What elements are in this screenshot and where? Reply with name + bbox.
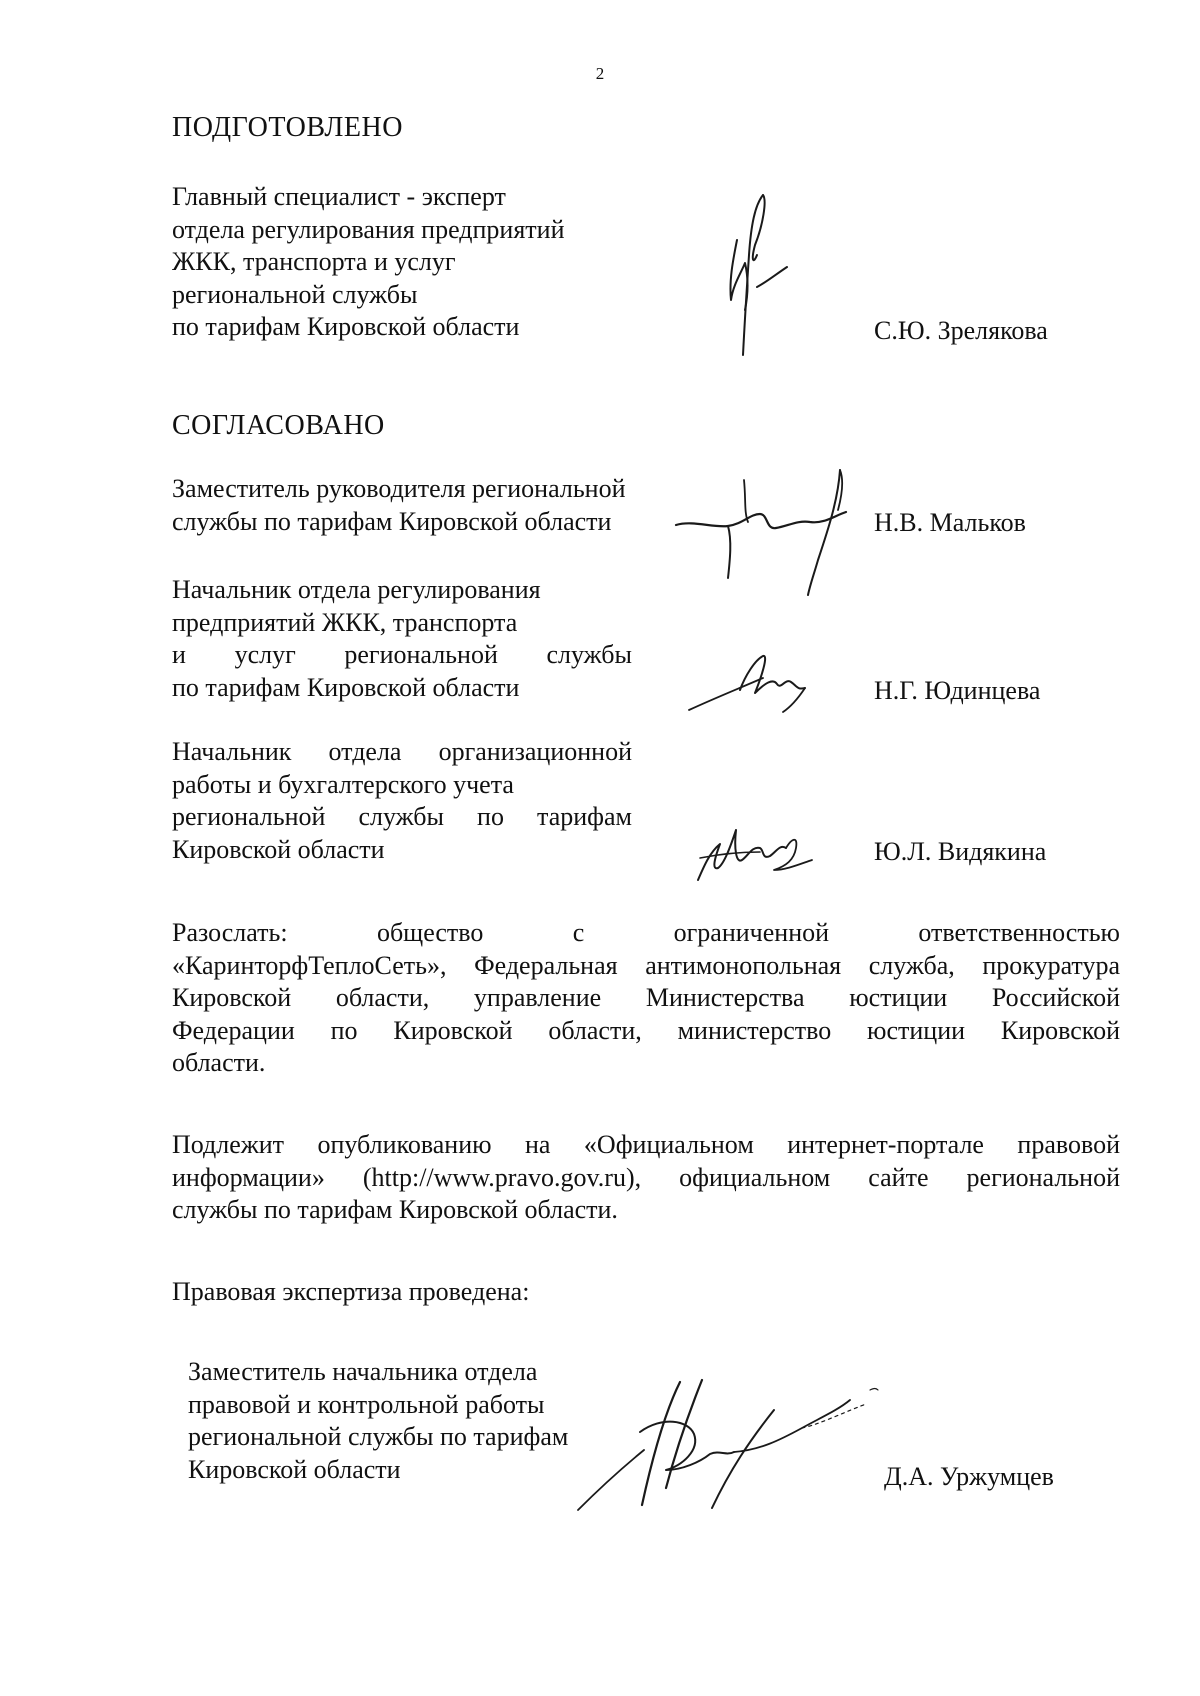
prepared-position-line: Главный специалист - эксперт bbox=[172, 182, 506, 211]
distribution-line: области. bbox=[172, 1048, 266, 1077]
signature-yudintseva bbox=[685, 648, 825, 718]
prepared-heading: ПОДГОТОВЛЕНО bbox=[172, 112, 403, 143]
publication-line: Подлежит опубликованию на «Официальном интернет-портале правовой bbox=[172, 1130, 1120, 1159]
prepared-name: С.Ю. Зрелякова bbox=[874, 316, 1048, 345]
agreed-signer-position-line: предприятий ЖКК, транспорта bbox=[172, 607, 518, 637]
agreed-signer-position-line: Кировской области bbox=[172, 834, 385, 864]
agreed-signer-name: Н.В. Мальков bbox=[874, 508, 1026, 537]
agreed-signer-position-line: Заместитель руководителя региональной bbox=[172, 474, 626, 503]
distribution-line: Кировской области, управление Министерства юстиции Российской bbox=[172, 983, 1120, 1012]
legal-review-name: Д.А. Уржумцев bbox=[884, 1462, 1054, 1491]
distribution-list bbox=[172, 917, 1120, 1080]
legal-review-position-line: Кировской области bbox=[188, 1454, 401, 1484]
distribution-line: Разослать: общество с ограниченной ответственностью bbox=[172, 918, 1120, 947]
agreed-signer-position-line: региональной службы по тарифам bbox=[172, 802, 632, 831]
legal-review-position bbox=[188, 1356, 608, 1486]
prepared-position-line: отдела регулирования предприятий bbox=[172, 214, 565, 244]
prepared-position-line: региональной службы bbox=[172, 279, 418, 309]
agreed-signer-name: Н.Г. Юдинцева bbox=[874, 676, 1041, 705]
legal-review-position-line: правовой и контрольной работы bbox=[188, 1389, 545, 1419]
publication-note bbox=[172, 1129, 1120, 1227]
agreed-signer-position-line: Начальник отдела регулирования bbox=[172, 575, 541, 604]
legal-review-position-line: Заместитель начальника отдела bbox=[188, 1357, 538, 1386]
agreed-signer-position-line: работы и бухгалтерского учета bbox=[172, 769, 514, 799]
legal-review-position-line: региональной службы по тарифам bbox=[188, 1422, 569, 1451]
signature-urzhumtsev bbox=[570, 1370, 900, 1520]
prepared-position bbox=[172, 181, 602, 344]
agreed-signer-position bbox=[172, 574, 632, 704]
agreed-signer-position-line: по тарифам Кировской области bbox=[172, 672, 520, 702]
agreed-signer-position bbox=[172, 473, 672, 538]
signature-malkov bbox=[668, 450, 898, 600]
distribution-line: «КаринторфТеплоСеть», Федеральная антимонопольная служба, прокуратура bbox=[172, 950, 1120, 980]
agreed-signer-position-line: службы по тарифам Кировской области bbox=[172, 506, 612, 536]
distribution-line: Федерации по Кировской области, министерство юстиции Кировской bbox=[172, 1015, 1120, 1045]
agreed-heading: СОГЛАСОВАНО bbox=[172, 410, 385, 441]
prepared-position-line: по тарифам Кировской области bbox=[172, 312, 520, 341]
agreed-signer-name: Ю.Л. Видякина bbox=[874, 837, 1047, 866]
signature-vidyakina bbox=[690, 808, 820, 888]
signature-zrelyakova bbox=[715, 185, 805, 385]
publication-line: службы по тарифам Кировской области. bbox=[172, 1195, 618, 1224]
prepared-position-line: ЖКК, транспорта и услуг bbox=[172, 247, 456, 276]
agreed-signer-position-line: и услуг региональной службы bbox=[172, 640, 632, 669]
legal-review-heading: Правовая экспертиза проведена: bbox=[172, 1277, 530, 1306]
publication-line: информации» (http://www.pravo.gov.ru), официальном сайте региональной bbox=[172, 1162, 1120, 1192]
page-number: 2 bbox=[595, 64, 605, 83]
agreed-signer-position-line: Начальник отдела организационной bbox=[172, 737, 632, 766]
agreed-signer-position bbox=[172, 736, 632, 866]
